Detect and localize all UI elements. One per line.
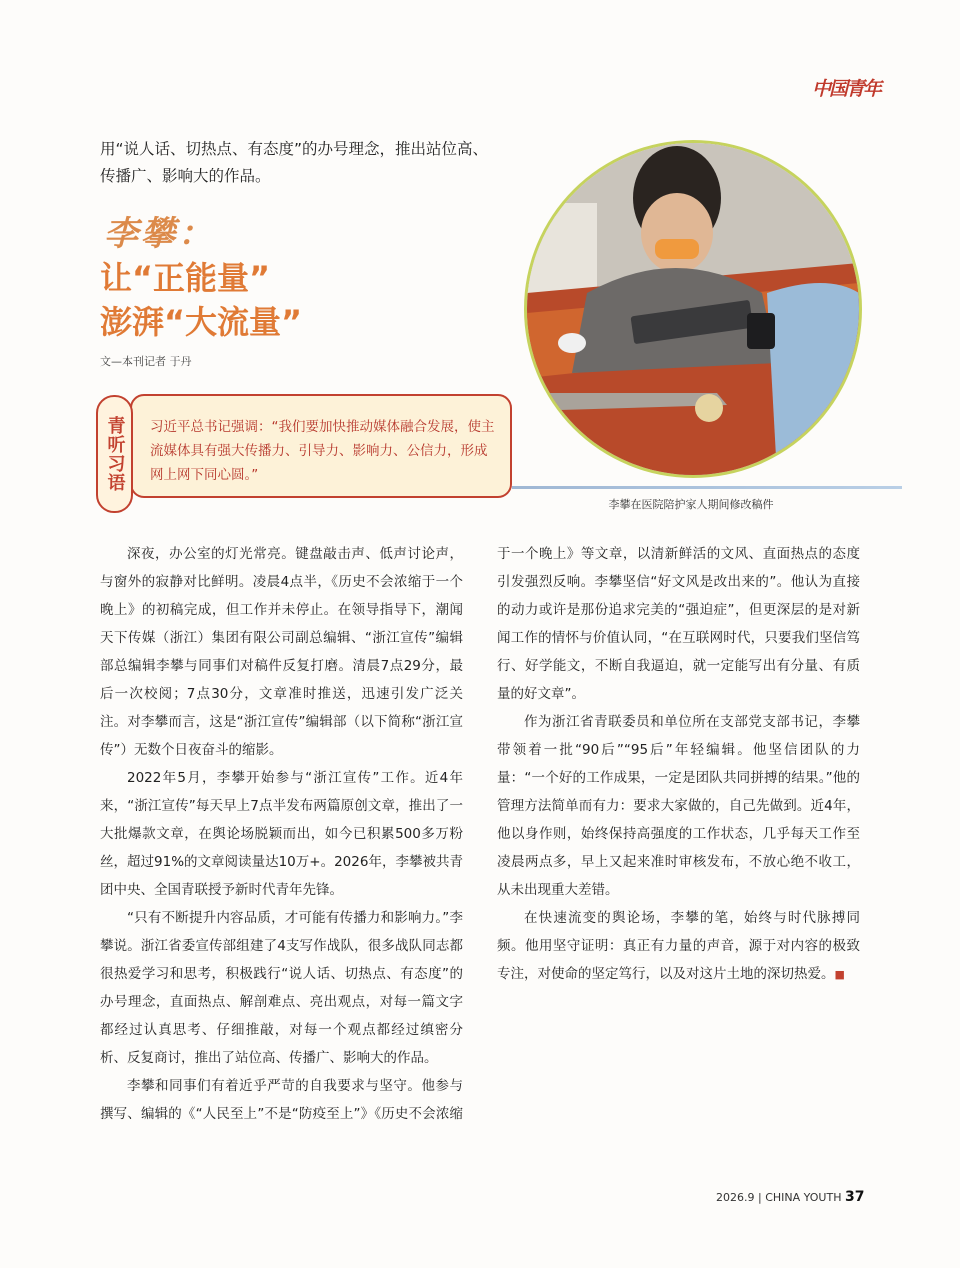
body-paragraph-3: “只有不断提升内容品质，才可能有传播力和影响力。”李攀说。浙江省委宣传部组建了4支写作战队，很多战队同志都很热爱学习和思考，积极践行“说人话、切热点、有态度”的办号理念，直面热点、解剖难点、亮出观点，对每一篇文字都经过认真思考、仔细推敲，对每一个观点都经过缜密分析、反复商讨，推出了站位高、传播广、影响大的作品。 <box>100 910 463 1066</box>
article-photo <box>527 143 859 475</box>
body-paragraph-6: 在快速流变的舆论场，李攀的笔，始终与时代脉搏同频。他用坚守证明：真正有力量的声音，源于对内容的极致专注，对使命的坚定笃行，以及对这片土地的深切热爱。 <box>497 910 860 982</box>
body-paragraph-5: 作为浙江省青联委员和单位所在支部党支部书记，李攀带领着一批“90后”“95后”年轻编辑。他坚信团队的力量：“一个好的工作成果，一定是团队共同拼搏的结果。”他的管理方法简单而有力：要求大家做的，自己先做到。近4年，他以身作则，始终保持高强度的工作状态，几乎每天工作至凌晨两点多，早上又起来准时审核发布，不放心绝不收工，从未出现重大差错。 <box>497 714 860 898</box>
caption-divider <box>512 486 902 489</box>
byline: 文—本刊记者 于丹 <box>100 355 192 368</box>
magazine-name: CHINA YOUTH <box>765 1191 842 1204</box>
article-dek: 用“说人话、切热点、有态度”的办号理念，推出站位高、传播广、影响大的作品。 <box>100 140 489 185</box>
end-mark-icon: ■ <box>834 968 845 981</box>
quote-text: 习近平总书记强调：“我们要加快推动媒体融合发展，使主流媒体具有强大传播力、引导力、影响力、公信力，形成网上网下同心圆。” <box>150 419 495 483</box>
quote-tag <box>96 395 133 513</box>
page-footer <box>716 1189 864 1205</box>
masthead-logo: 中国青年 <box>812 78 881 100</box>
page-number: 37 <box>844 1189 865 1205</box>
article-headline <box>100 256 302 344</box>
quote-tag-label: 青听习语 <box>104 416 126 492</box>
title-name: 李攀： <box>104 214 215 254</box>
article-body <box>100 540 860 1155</box>
body-paragraph-6-wrap <box>497 904 860 989</box>
headline-line-1: 让“正能量” <box>100 259 271 297</box>
headline-line-2: 澎湃“大流量” <box>100 303 303 341</box>
issue-number: 2026.9 <box>716 1191 755 1204</box>
photo-caption: 李攀在医院陪护家人期间修改稿件 <box>608 498 774 511</box>
footer-separator: | <box>758 1191 766 1204</box>
photo-illustration <box>527 143 859 475</box>
quote-callout <box>130 394 512 498</box>
body-paragraph-2: 2022年5月，李攀开始参与“浙江宣传”工作。近4年来，“浙江宣传”每天早上7点半发布两篇原创文章，推出了一大批爆款文章，在舆论场脱颖而出，如今已积累500多万粉丝，超过91%的文章阅读量达10万+。2026年，李攀被共青团中央、全国青联授予新时代青年先锋。 <box>100 770 463 898</box>
body-paragraph-1: 深夜，办公室的灯光常亮。键盘敲击声、低声讨论声，与窗外的寂静对比鲜明。凌晨4点半，《历史不会浓缩于一个晚上》的初稿完成，但工作并未停止。在领导指导下，潮闻天下传媒（浙江）集团有限公司副总编辑、“浙江宣传”编辑部总编辑李攀与同事们对稿件反复打磨。清晨7点29分，最后一次校阅；7点30分，文章准时推送，迅速引发广泛关注。对李攀而言，这是“浙江宣传”编辑部（以下简称“浙江宣传”）无数个日夜奋斗的缩影。 <box>100 546 463 758</box>
body-paragraph-4: 李攀和同事们有着近乎严苛的自我要求与坚守。他参与撰写、编辑的《“人民至上”不是“防疫至上”》《历史不会浓缩于一个晚上》等文章，以清新鲜活的文风、直面热点的态度引发强烈反响。李攀坚信“好文风是改出来的”。他认为直接的动力或许是那份追求完美的“强迫症”，但更深层的是对新闻工作的情怀与价值认同，“在互联网时代，只要我们坚信笃行、好学能文，不断自我逼迫，就一定能写出有分量、有质量的好文章”。 <box>100 546 860 1122</box>
